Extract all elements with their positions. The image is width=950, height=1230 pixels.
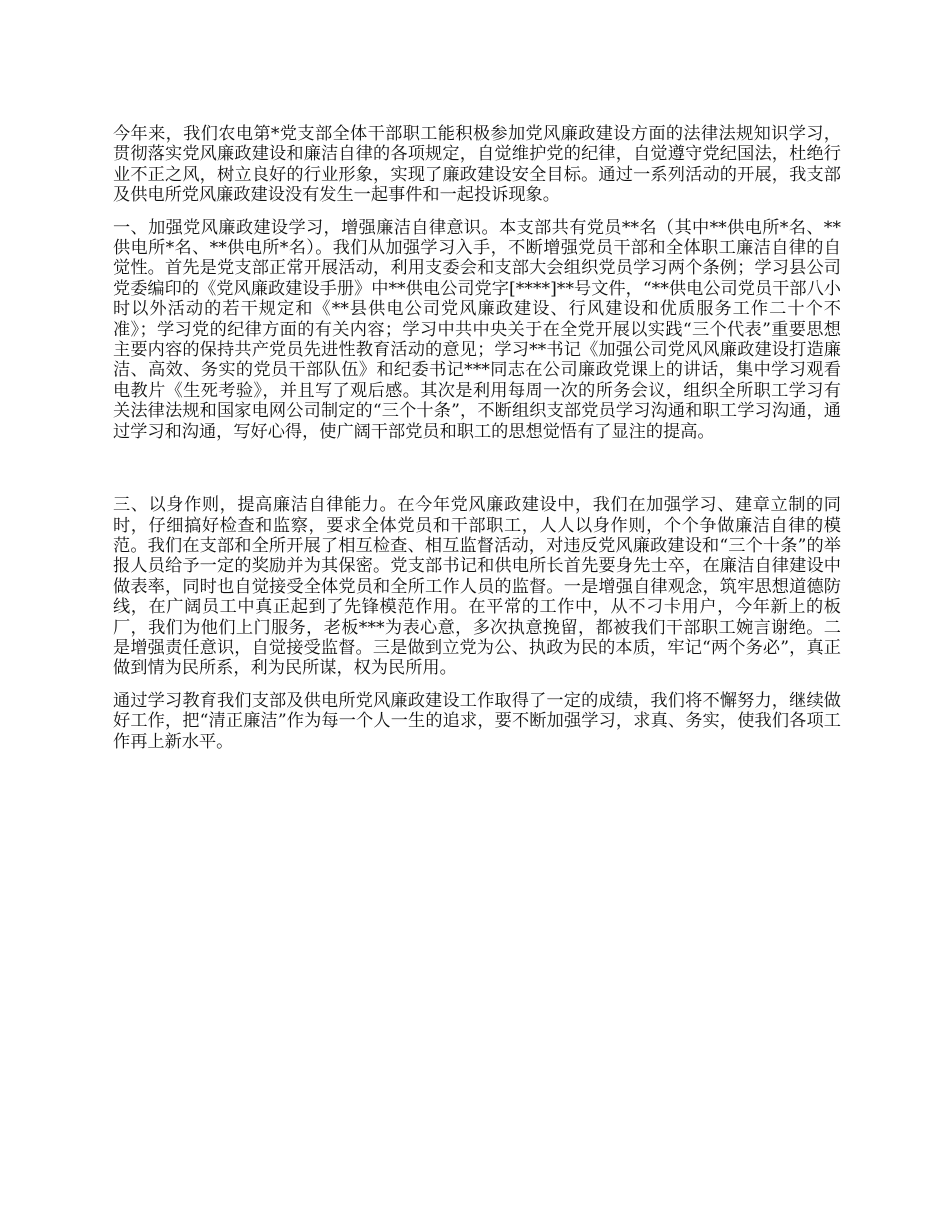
- document-body: [113, 124, 841, 752]
- paragraph-section-one: 一、加强党风廉政建设学习，增强廉洁自律意识。本支部共有党员**名（其中**供电所*名、**供电所*名、**供电所*名）。我们从加强学习入手，不断增强党员干部和全体职工廉洁自律的自觉性。首先是党支部正常开展活动，利用支委会和支部大会组织党员学习两个条例；学习县公司党委编印的《党风廉政建设手册》中**供电公司党字[****]**号文件，“**供电公司党员干部八小时以外活动的若干规定和《**县供电公司党风廉政建设、行风建设和优质服务工作二十个不准》；学习党的纪律方面的有关内容；学习中共中央关于在全党开展以实践“三个代表”重要思想主要内容的保持共产党员先进性教育活动的意见；学习**书记《加强公司党风风廉政建设打造廉洁、高效、务实的党员干部队伍》和纪委书记***同志在公司廉政党课上的讲话，集中学习观看电教片《生死考验》，并且写了观后感。其次是利用每周一次的所务会议，组织全所职工学习有关法律法规和国家电网公司制定的“三个十条”，不断组织支部党员学习沟通和职工学习沟通，通过学习和沟通，写好心得，使广阔干部党员和职工的思想觉悟有了显注的提高。: [113, 217, 841, 442]
- paragraph-section-three: 三、以身作则，提高廉洁自律能力。在今年党风廉政建设中，我们在加强学习、建章立制的同时，仔细搞好检查和监察，要求全体党员和干部职工，人人以身作则，个个争做廉洁自律的模范。我们在支部和全所开展了相互检查、相互监督活动，对违反党风廉政建设和“三个十条”的举报人员给予一定的奖励并为其保密。党支部书记和供电所长首先要身先士卒，在廉洁自律建设中做表率，同时也自觉接受全体党员和全所工作人员的监督。一是增强自律观念，筑牢思想道德防线，在广阔员工中真正起到了先锋模范作用。在平常的工作中，从不刁卡用户，今年新上的板厂，我们为他们上门服务，老板***为表心意，多次执意挽留，都被我们干部职工婉言谢绝。二是增强责任意识，自觉接受监督。三是做到立党为公、执政为民的本质，牢记“两个务必”，真正做到情为民所系，利为民所谋，权为民所用。: [113, 495, 841, 679]
- paragraph-intro: 今年来，我们农电第*党支部全体干部职工能积极参加党风廉政建设方面的法律法规知识学习，贯彻落实党风廉政建设和廉洁自律的各项规定，自觉维护党的纪律，自觉遵守党纪国法，杜绝行业不正之风，树立良好的行业形象，实现了廉政建设安全目标。通过一系列活动的开展，我支部及供电所党风廉政建设没有发生一起事件和一起投诉现象。: [113, 124, 841, 206]
- section-spacer: [113, 442, 841, 495]
- paragraph-spacer: [113, 679, 841, 691]
- paragraph-spacer: [113, 206, 841, 218]
- paragraph-conclusion: 通过学习教育我们支部及供电所党风廉政建设工作取得了一定的成绩，我们将不懈努力，继续做好工作，把“清正廉洁”作为每一个人一生的追求，要不断加强学习，求真、务实，使我们各项工作再上新水平。: [113, 690, 841, 752]
